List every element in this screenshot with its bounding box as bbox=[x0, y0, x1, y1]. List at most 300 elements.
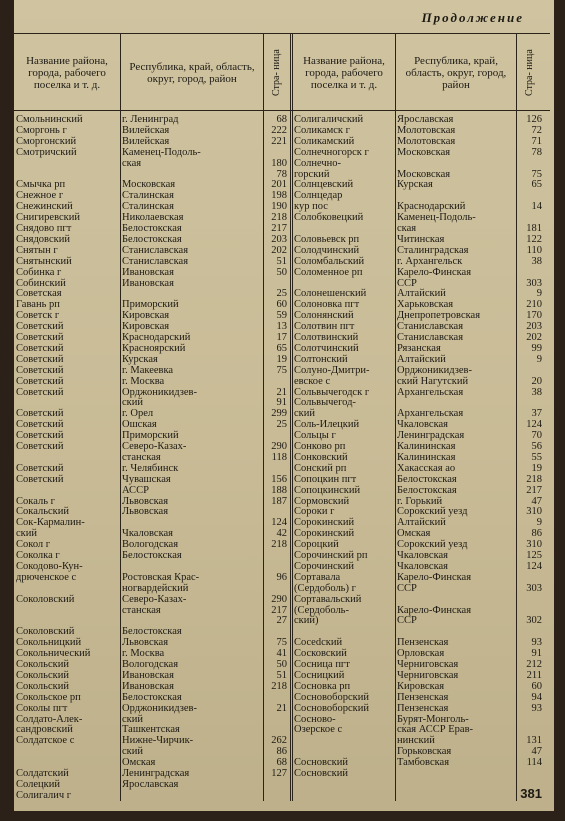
left-entry-name: Сокодово-Кун- bbox=[16, 560, 83, 572]
right-entry-region: ская АССР Ерав- bbox=[397, 724, 474, 736]
right-entry-page: 303 bbox=[526, 277, 542, 289]
left-entry-name bbox=[16, 158, 119, 169]
left-entry-region: Орджоникидзев- bbox=[122, 702, 197, 714]
right-entry-name: Сопоцкин пгт bbox=[294, 473, 357, 485]
right-entry-page: 302 bbox=[526, 615, 542, 627]
right-entry-region: Калининская bbox=[397, 441, 456, 452]
right-entry-name: ский bbox=[294, 408, 315, 420]
left-entry-region: Чкаловская bbox=[122, 528, 173, 540]
left-entry-page: 65 bbox=[276, 342, 287, 354]
left-entry-region: г. Орел bbox=[122, 408, 154, 420]
right-entry-region bbox=[397, 779, 517, 790]
left-entry-page bbox=[265, 278, 287, 289]
right-entry-region: Кировская bbox=[397, 680, 445, 692]
right-entry-region: Калининская bbox=[397, 451, 456, 463]
left-entry-region: Львовская bbox=[122, 506, 169, 518]
right-entry-region: Карело-Финская bbox=[397, 571, 472, 583]
right-entry-name: Сольцы г bbox=[294, 430, 336, 442]
right-entry-name: Солтонский bbox=[294, 353, 348, 365]
left-entry-region: Приморский bbox=[122, 299, 179, 311]
left-entry-region: г. Москва bbox=[122, 375, 165, 387]
left-entry-page: 218 bbox=[271, 539, 287, 551]
left-entry-region: Ростовская Крас- bbox=[122, 571, 200, 583]
right-entry-region: Сорокский уезд bbox=[397, 539, 468, 551]
right-entry-name: Соломенное рп bbox=[294, 266, 363, 278]
right-entry-page bbox=[518, 212, 542, 223]
left-entry-page: 78 bbox=[276, 168, 287, 180]
right-entry-page: 91 bbox=[531, 648, 542, 660]
left-entry-region: станская bbox=[122, 604, 161, 616]
right-entry-region: Чкаловская bbox=[397, 550, 448, 561]
right-entry-name: ский) bbox=[294, 615, 319, 627]
header-bottom-rule bbox=[14, 110, 550, 111]
left-entry-name: Советский bbox=[16, 408, 64, 420]
left-entry-page: 290 bbox=[271, 593, 287, 605]
left-entry-region: Красноярский bbox=[122, 342, 186, 354]
right-entry-name: Соликамск г bbox=[294, 124, 350, 136]
header-region-right: Республика, край, область, округ, город, район bbox=[405, 55, 507, 91]
right-entry-region: Молотовская bbox=[397, 135, 456, 147]
column-divider bbox=[120, 34, 121, 801]
right-entry-region: Чкаловская bbox=[397, 560, 448, 572]
left-entry-region: Белостокская bbox=[122, 550, 182, 561]
left-entry-name: Советский bbox=[16, 332, 64, 343]
right-entry-page: 38 bbox=[531, 386, 542, 398]
right-entry-region: Черниговская bbox=[397, 669, 459, 681]
right-entry-page: 55 bbox=[531, 451, 542, 463]
right-entry-name: евское с bbox=[294, 375, 331, 387]
right-entry-region: Ярославская bbox=[397, 114, 454, 125]
left-entry-page: 221 bbox=[271, 135, 287, 147]
left-entry-page: 68 bbox=[276, 757, 287, 769]
left-entry-page: 180 bbox=[271, 157, 287, 169]
left-entry-region: Краснодарский bbox=[122, 332, 191, 343]
left-entry-region: Белостокская bbox=[122, 223, 182, 234]
right-entry-page: 70 bbox=[531, 430, 542, 442]
right-entry-page: 75 bbox=[531, 168, 542, 180]
right-entry-name: Соловьевск рп bbox=[294, 233, 360, 245]
right-entry-page bbox=[518, 714, 542, 725]
right-entry-page: 9 bbox=[536, 517, 542, 529]
left-entry-name bbox=[16, 615, 119, 626]
right-entry-name bbox=[294, 779, 394, 790]
left-entry-name: Снигиревский bbox=[16, 212, 80, 224]
left-entry-name bbox=[16, 485, 119, 496]
left-entry-region: Станиславская bbox=[122, 244, 189, 256]
right-entry-page: 124 bbox=[526, 419, 542, 431]
left-entry-name: Сок-Кармалин- bbox=[16, 517, 85, 529]
left-entry-page: 41 bbox=[276, 648, 287, 660]
left-entry-name: Солдатский bbox=[16, 768, 69, 779]
right-entry-name: Солодчинский bbox=[294, 244, 360, 256]
left-entry-page: 75 bbox=[276, 364, 287, 376]
left-entry-page bbox=[265, 430, 287, 441]
left-entry-region: Кировская bbox=[122, 321, 170, 333]
left-entry-name: Снятынский bbox=[16, 255, 72, 267]
left-entry-page: 201 bbox=[271, 179, 287, 191]
left-entry-page: 91 bbox=[276, 397, 287, 409]
right-entry-region bbox=[397, 790, 517, 801]
right-entry-name: Соликамский bbox=[294, 135, 355, 147]
left-entry-name: Советск г bbox=[16, 310, 60, 322]
right-entry-page: 37 bbox=[531, 408, 542, 420]
right-entry-page: 72 bbox=[531, 124, 542, 136]
right-entry-region: Рязанская bbox=[397, 342, 441, 354]
left-entry-region: Ташкентская bbox=[122, 724, 180, 736]
left-entry-name: Собинский bbox=[16, 277, 66, 289]
left-entry-name: Соколовский bbox=[16, 626, 75, 638]
right-entry-page bbox=[518, 365, 542, 376]
right-entry-region: Молотовская bbox=[397, 124, 456, 136]
right-entry-page bbox=[518, 397, 542, 408]
left-entry-name: Смотричский bbox=[16, 146, 77, 158]
left-entry-region: Ивановская bbox=[122, 266, 174, 278]
left-entry-page bbox=[265, 626, 287, 637]
left-entry-name: Советский bbox=[16, 353, 64, 365]
right-entry-name: Сороки г bbox=[294, 506, 335, 518]
left-entry-name: Советский bbox=[16, 342, 64, 354]
right-entry-region: Черниговская bbox=[397, 659, 459, 670]
right-entry-page: 310 bbox=[526, 506, 542, 518]
left-entry-region bbox=[122, 169, 262, 180]
right-entry-region: Чкаловская bbox=[397, 419, 448, 431]
left-entry-name: Советский bbox=[16, 321, 64, 333]
left-entry-page bbox=[265, 147, 287, 158]
right-entry-page: 99 bbox=[531, 342, 542, 354]
right-entry-name: Солонешенский bbox=[294, 288, 367, 300]
left-entry-region: ский bbox=[122, 397, 143, 409]
left-entry-region: Северо-Казах- bbox=[122, 441, 187, 452]
left-entry-region: Львовская bbox=[122, 637, 169, 649]
left-entry-page: 86 bbox=[276, 746, 287, 758]
left-entry-region: Каменец-Подоль- bbox=[122, 146, 201, 158]
column-divider bbox=[263, 34, 264, 801]
right-entry-page: 110 bbox=[526, 244, 542, 256]
left-entry-page: 75 bbox=[276, 637, 287, 649]
left-entry-name: Сморгонский bbox=[16, 135, 77, 147]
left-entry-name bbox=[16, 397, 119, 408]
header-page-left: Стра- ница bbox=[271, 49, 282, 97]
right-entry-name: Сортавальский bbox=[294, 593, 362, 605]
left-entry-region bbox=[122, 517, 262, 528]
left-entry-name: Советский bbox=[16, 375, 64, 387]
right-entry-region: Московская bbox=[397, 146, 451, 158]
left-entry-page: 17 bbox=[276, 332, 287, 343]
left-entry-page: 290 bbox=[271, 441, 287, 452]
right-entry-page: 71 bbox=[531, 135, 542, 147]
right-entry-name: (Сердоболь- bbox=[294, 604, 349, 616]
right-entry-page: 210 bbox=[526, 299, 542, 311]
left-entry-page: 25 bbox=[276, 288, 287, 300]
right-entry-page bbox=[518, 267, 542, 278]
left-entry-name: Сокольский bbox=[16, 680, 69, 692]
right-entry-page: 218 bbox=[526, 473, 542, 485]
left-entry-name: Смычка рп bbox=[16, 179, 66, 191]
right-entry-page: 47 bbox=[531, 495, 542, 507]
right-entry-page bbox=[518, 572, 542, 583]
left-entry-region: ская bbox=[122, 157, 142, 169]
right-entry-name: Солнцевский bbox=[294, 179, 354, 191]
left-entry-name: Советский bbox=[16, 473, 64, 485]
right-entry-region: Омская bbox=[397, 528, 431, 540]
left-entry-region: Омская bbox=[122, 757, 156, 769]
right-entry-name bbox=[294, 626, 394, 637]
right-entry-region: Станиславская bbox=[397, 321, 464, 333]
right-entry-page: 86 bbox=[531, 528, 542, 540]
right-entry-page: 202 bbox=[526, 332, 542, 343]
left-entry-region: Вологодская bbox=[122, 659, 179, 670]
right-entry-region: г. Горький bbox=[397, 495, 443, 507]
left-entry-name: Сморгонь г bbox=[16, 124, 67, 136]
left-entry-page bbox=[265, 692, 287, 703]
right-entry-page: 93 bbox=[531, 637, 542, 649]
right-entry-region bbox=[397, 397, 517, 408]
left-entry-region: Ярославская bbox=[122, 778, 179, 790]
left-entry-region: Вилейская bbox=[122, 135, 170, 147]
left-entry-name bbox=[16, 452, 119, 463]
right-entry-name: Солнечно- bbox=[294, 157, 342, 169]
left-entry-name: Советский bbox=[16, 364, 64, 376]
left-entry-page bbox=[265, 790, 287, 801]
right-entry-name: Сорокинский bbox=[294, 517, 355, 529]
left-entry-page bbox=[265, 561, 287, 572]
right-entry-region: Карело-Финская bbox=[397, 604, 472, 616]
left-entry-name: Гавань рп bbox=[16, 299, 60, 311]
left-entry-region: Станиславская bbox=[122, 255, 189, 267]
left-entry-page: 156 bbox=[271, 473, 287, 485]
right-entry-name: Сосницкий bbox=[294, 669, 345, 681]
right-entry-name: Сонково рп bbox=[294, 441, 346, 452]
left-entry-name: Солигалич г bbox=[16, 789, 72, 801]
left-entry-region: г. Москва bbox=[122, 648, 165, 660]
left-entry-name: Сокольнический bbox=[16, 648, 91, 660]
left-entry-region: Вологодская bbox=[122, 539, 179, 551]
left-entry-name bbox=[16, 583, 119, 594]
left-entry-region: г. Челябинск bbox=[122, 462, 179, 474]
right-entry-name: Солигаличский bbox=[294, 114, 364, 125]
left-entry-page: 198 bbox=[271, 190, 287, 202]
right-entry-region: Читинская bbox=[397, 233, 445, 245]
left-entry-region: Николаевская bbox=[122, 212, 184, 224]
right-entry-name: Солобковецкий bbox=[294, 212, 364, 224]
left-entry-region: Ивановская bbox=[122, 669, 174, 681]
left-entry-page bbox=[265, 550, 287, 561]
left-entry-name: ский bbox=[16, 528, 37, 540]
right-entry-page: 217 bbox=[526, 484, 542, 496]
column-divider-center bbox=[292, 34, 293, 801]
left-entry-name: Советский bbox=[16, 441, 64, 452]
left-entry-name: Сокаль г bbox=[16, 495, 55, 507]
right-entry-region: Пензенская bbox=[397, 702, 449, 714]
right-entry-page: 60 bbox=[531, 680, 542, 692]
right-entry-name: Сорокинский bbox=[294, 528, 355, 540]
right-entry-page: 124 bbox=[526, 560, 542, 572]
right-entry-region: Днепропетровская bbox=[397, 310, 481, 322]
right-entry-page bbox=[518, 158, 542, 169]
left-entry-name bbox=[16, 746, 119, 757]
left-entry-name: Снядовский bbox=[16, 233, 70, 245]
left-entry-page bbox=[265, 583, 287, 594]
right-entry-region: ская bbox=[397, 223, 417, 234]
left-entry-name: Сокольское рп bbox=[16, 691, 81, 703]
left-entry-name: Снежное г bbox=[16, 190, 64, 202]
right-entry-region: Орджоникидзев- bbox=[397, 364, 472, 376]
right-entry-page: 125 bbox=[526, 550, 542, 561]
left-entry-page: 124 bbox=[271, 517, 287, 529]
left-entry-name: Снятын г bbox=[16, 244, 58, 256]
left-entry-page: 118 bbox=[271, 451, 287, 463]
left-entry-region: Московская bbox=[122, 179, 176, 191]
header-region-left: Республика, край, область, округ, город, район bbox=[129, 61, 255, 85]
right-entry-name: Сосновский bbox=[294, 768, 348, 779]
right-entry-page: 38 bbox=[531, 255, 542, 267]
right-entry-name: Сорочинский рп bbox=[294, 550, 368, 561]
right-entry-page: 94 bbox=[531, 691, 542, 703]
left-entry-name: Солдато-Алек- bbox=[16, 713, 83, 725]
right-entry-name: Сосновоборский bbox=[294, 691, 370, 703]
left-entry-region: Приморский bbox=[122, 430, 179, 442]
right-entry-region bbox=[397, 594, 517, 605]
left-entry-page: 190 bbox=[271, 201, 287, 213]
left-entry-page: 218 bbox=[271, 212, 287, 224]
left-entry-name: Сокольский bbox=[16, 659, 69, 670]
left-entry-name: Советский bbox=[16, 462, 64, 474]
left-entry-page: 187 bbox=[271, 495, 287, 507]
right-entry-page bbox=[518, 724, 542, 735]
left-entry-region: ский bbox=[122, 713, 143, 725]
right-entry-name: Озерское с bbox=[294, 724, 343, 736]
right-entry-region: Хакасская ао bbox=[397, 462, 456, 474]
left-entry-region: Ленинградская bbox=[122, 768, 190, 779]
left-entry-region: Сталинская bbox=[122, 201, 174, 213]
left-entry-page: 60 bbox=[276, 299, 287, 311]
right-entry-name bbox=[294, 735, 394, 746]
left-entry-page: 217 bbox=[271, 223, 287, 234]
left-entry-page: 218 bbox=[271, 680, 287, 692]
left-entry-page bbox=[265, 376, 287, 387]
right-entry-name: Сормовский bbox=[294, 495, 350, 507]
left-entry-page: 68 bbox=[276, 114, 287, 125]
right-entry-name: Сопоцкинский bbox=[294, 484, 361, 496]
right-entry-region: Пензенская bbox=[397, 691, 449, 703]
right-entry-page: 170 bbox=[526, 310, 542, 322]
left-entry-page: 50 bbox=[276, 659, 287, 670]
header-name-right: Название района, города, рабочего поселка и т. д. bbox=[303, 55, 385, 91]
right-entry-region: Сталинградская bbox=[397, 244, 469, 256]
left-entry-region: ский bbox=[122, 746, 143, 758]
right-entry-page: 9 bbox=[536, 288, 542, 300]
left-entry-name: Сокольницкий bbox=[16, 637, 82, 649]
right-entry-page bbox=[518, 594, 542, 605]
left-entry-region: Орджоникидзев- bbox=[122, 386, 197, 398]
left-entry-region: г. Макеевка bbox=[122, 364, 174, 376]
left-entry-page: 21 bbox=[276, 702, 287, 714]
right-entry-name: Сосново- bbox=[294, 713, 336, 725]
left-entry-name: Солдатское с bbox=[16, 735, 75, 747]
right-entry-region: Алтайский bbox=[397, 517, 446, 529]
right-entry-region: Архангельская bbox=[397, 408, 464, 420]
left-entry-name: Смольнинский bbox=[16, 114, 83, 125]
right-entry-name: Солнцедар bbox=[294, 190, 343, 202]
right-entry-region: Карело-Финская bbox=[397, 266, 472, 278]
left-entry-name: Советский bbox=[16, 430, 64, 442]
right-entry-region bbox=[397, 190, 517, 201]
right-entry-name: Солотчинский bbox=[294, 342, 359, 354]
right-entry-page: 20 bbox=[531, 375, 542, 387]
right-entry-name: Сольвычегод- bbox=[294, 397, 356, 409]
right-entry-name: Солонянский bbox=[294, 310, 354, 322]
right-entry-region: Белостокская bbox=[397, 473, 457, 485]
right-entry-name: Сосница пгт bbox=[294, 659, 350, 670]
right-entry-name: Сортавала bbox=[294, 571, 341, 583]
right-entry-region: ССР bbox=[397, 277, 417, 289]
continuation-label: Продолжение bbox=[421, 10, 524, 25]
left-entry-name: Снежинский bbox=[16, 201, 73, 213]
right-entry-page: 78 bbox=[531, 146, 542, 158]
left-entry-page: 127 bbox=[271, 768, 287, 779]
left-entry-name: Снядово пгт bbox=[16, 223, 72, 234]
left-entry-page bbox=[265, 463, 287, 474]
left-entry-page: 59 bbox=[276, 310, 287, 322]
left-entry-region: Белостокская bbox=[122, 691, 182, 703]
left-entry-page: 202 bbox=[271, 244, 287, 256]
left-entry-region: Северо-Казах- bbox=[122, 593, 187, 605]
right-entry-name: Сольвычегодск г bbox=[294, 386, 370, 398]
right-entry-page: 56 bbox=[531, 441, 542, 452]
left-entry-page: 50 bbox=[276, 266, 287, 278]
right-entry-region: г. Архангельск bbox=[397, 255, 463, 267]
right-entry-name: Солотвинский bbox=[294, 332, 359, 343]
right-entry-region: нинский bbox=[397, 735, 435, 747]
right-entry-page: 65 bbox=[531, 179, 542, 191]
left-entry-name bbox=[16, 605, 119, 616]
right-entry-page: 122 bbox=[526, 233, 542, 245]
right-entry-region: Горьковская bbox=[397, 746, 452, 758]
right-entry-page bbox=[518, 626, 542, 637]
left-entry-name: Соколы пгт bbox=[16, 702, 68, 714]
right-entry-name bbox=[294, 746, 394, 757]
left-entry-page: 262 bbox=[271, 735, 287, 747]
left-entry-page bbox=[265, 724, 287, 735]
right-entry-name: кур пос bbox=[294, 201, 328, 213]
right-entry-region: Алтайский bbox=[397, 353, 446, 365]
left-entry-region: Вилейская bbox=[122, 124, 170, 136]
right-entry-region: Каменец-Подоль- bbox=[397, 212, 476, 224]
right-entry-name: Соломбальский bbox=[294, 255, 365, 267]
right-entry-name: Сосновка рп bbox=[294, 680, 351, 692]
right-entry-region: Харьковская bbox=[397, 299, 454, 311]
header-page-right: Стра- ница bbox=[524, 49, 535, 97]
right-entry-region bbox=[397, 768, 517, 779]
right-entry-name: Сонский рп bbox=[294, 462, 347, 474]
left-entry-page: 25 bbox=[276, 419, 287, 431]
left-entry-region: станская bbox=[122, 451, 161, 463]
left-entry-page: 51 bbox=[276, 669, 287, 681]
left-entry-page bbox=[265, 714, 287, 725]
left-entry-name: Советская bbox=[16, 288, 62, 300]
left-entry-page: 299 bbox=[271, 408, 287, 420]
right-entry-name: Сосновоборский bbox=[294, 702, 370, 714]
left-entry-region bbox=[122, 790, 262, 801]
left-entry-page: 188 bbox=[271, 484, 287, 496]
column-divider-center bbox=[290, 34, 291, 801]
right-entry-region: Пензенская bbox=[397, 637, 449, 649]
right-entry-name bbox=[294, 278, 394, 289]
left-entry-name: Сокол г bbox=[16, 539, 51, 551]
right-entry-name: Сонковский bbox=[294, 451, 348, 463]
left-entry-region: Ивановская bbox=[122, 680, 174, 692]
right-entry-name: Солуно-Дмитри- bbox=[294, 364, 370, 376]
